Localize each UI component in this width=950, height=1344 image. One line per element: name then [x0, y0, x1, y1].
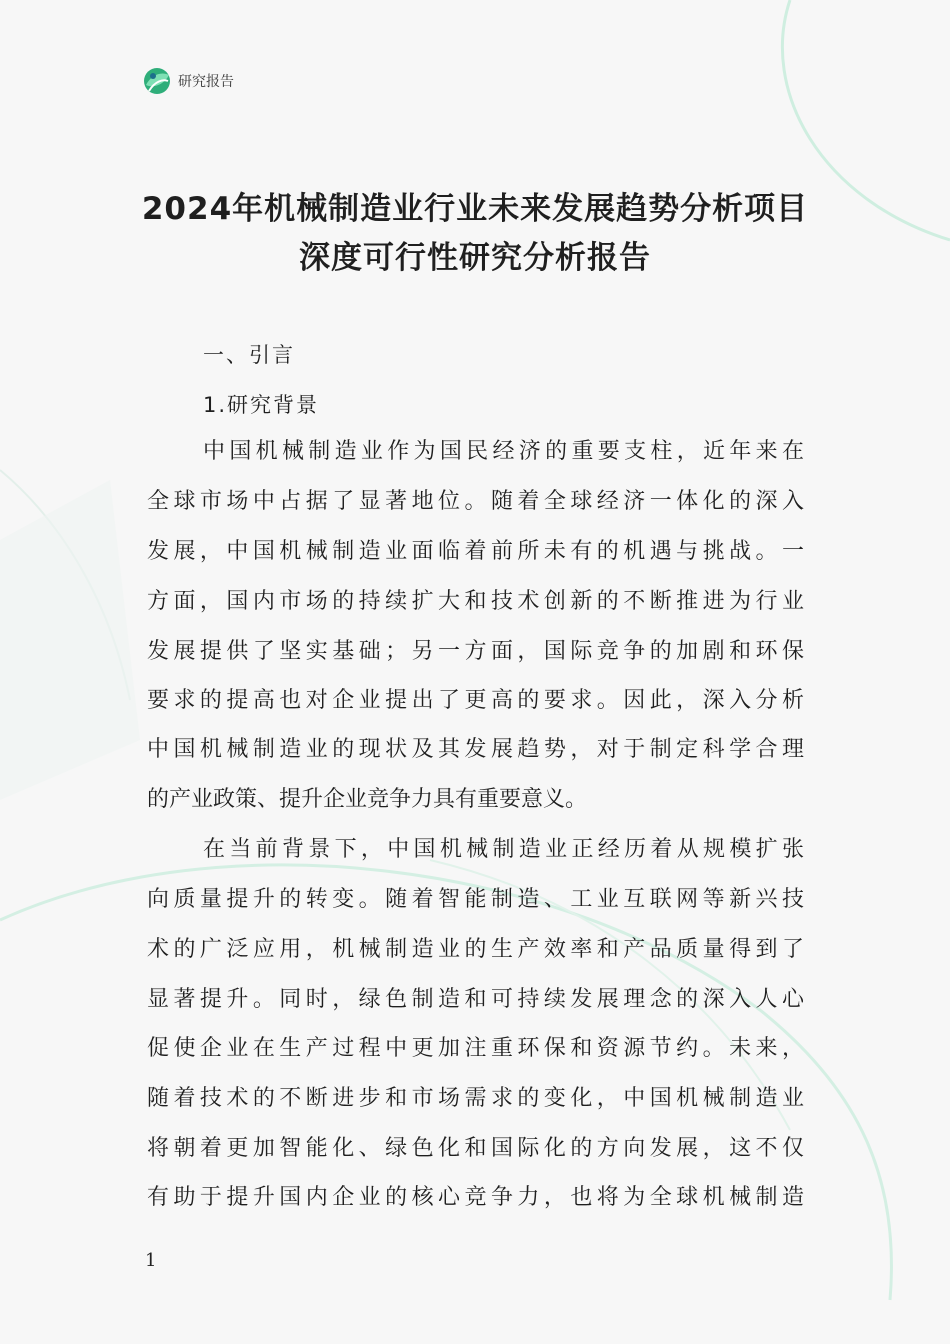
paragraph-line: 要求的提高也对企业提出了更高的要求。因此，深入分析: [147, 688, 804, 713]
paragraph-line: 向质量提升的转变。随着智能制造、工业互联网等新兴技: [147, 887, 804, 912]
paragraph-line: 显著提升。同时，绿色制造和可持续发展理念的深入人心: [147, 987, 804, 1012]
paragraph-line: 将朝着更加智能化、绿色化和国际化的方向发展，这不仅: [147, 1136, 804, 1161]
paragraph-line: 发展，中国机械制造业面临着前所未有的机遇与挑战。一: [147, 539, 804, 564]
header-logo: [143, 66, 234, 96]
paragraph-line: 的产业政策、提升企业竞争力具有重要意义。: [147, 787, 588, 812]
paragraph-line: 在当前背景下，中国机械制造业正经历着从规模扩张: [203, 837, 804, 862]
paragraph-line: 全球市场中占据了显著地位。随着全球经济一体化的深入: [147, 489, 804, 514]
paragraph-line: 中国机械制造业的现状及其发展趋势，对于制定科学合理: [147, 737, 804, 762]
paragraph-line: 术的广泛应用，机械制造业的生产效率和产品质量得到了: [147, 937, 804, 962]
paragraph-line: 发展提供了坚实基础；另一方面，国际竞争的加剧和环保: [147, 639, 804, 664]
header-label: 研究报告: [178, 74, 234, 90]
page-number: 1: [145, 1250, 157, 1271]
section-heading: 一、引言: [203, 343, 295, 367]
document-title-line-2: 深度可行性研究分析报告: [299, 240, 651, 276]
paragraph-line: 方面，国内市场的持续扩大和技术创新的不断推进为行业: [147, 589, 804, 614]
paragraph-line: 有助于提升国内企业的核心竞争力，也将为全球机械制造: [147, 1185, 804, 1210]
document-title-line-1: 2024年机械制造业行业未来发展趋势分析项目: [141, 191, 809, 227]
subsection-heading: 1.研究背景: [203, 393, 320, 417]
paragraph-line: 中国机械制造业作为国民经济的重要支柱，近年来在: [203, 439, 804, 464]
leaf-logo-icon: [143, 67, 171, 95]
paragraph-line: 促使企业在生产过程中更加注重环保和资源节约。未来，: [147, 1036, 804, 1061]
paragraph-line: 随着技术的不断进步和市场需求的变化，中国机械制造业: [147, 1086, 804, 1111]
